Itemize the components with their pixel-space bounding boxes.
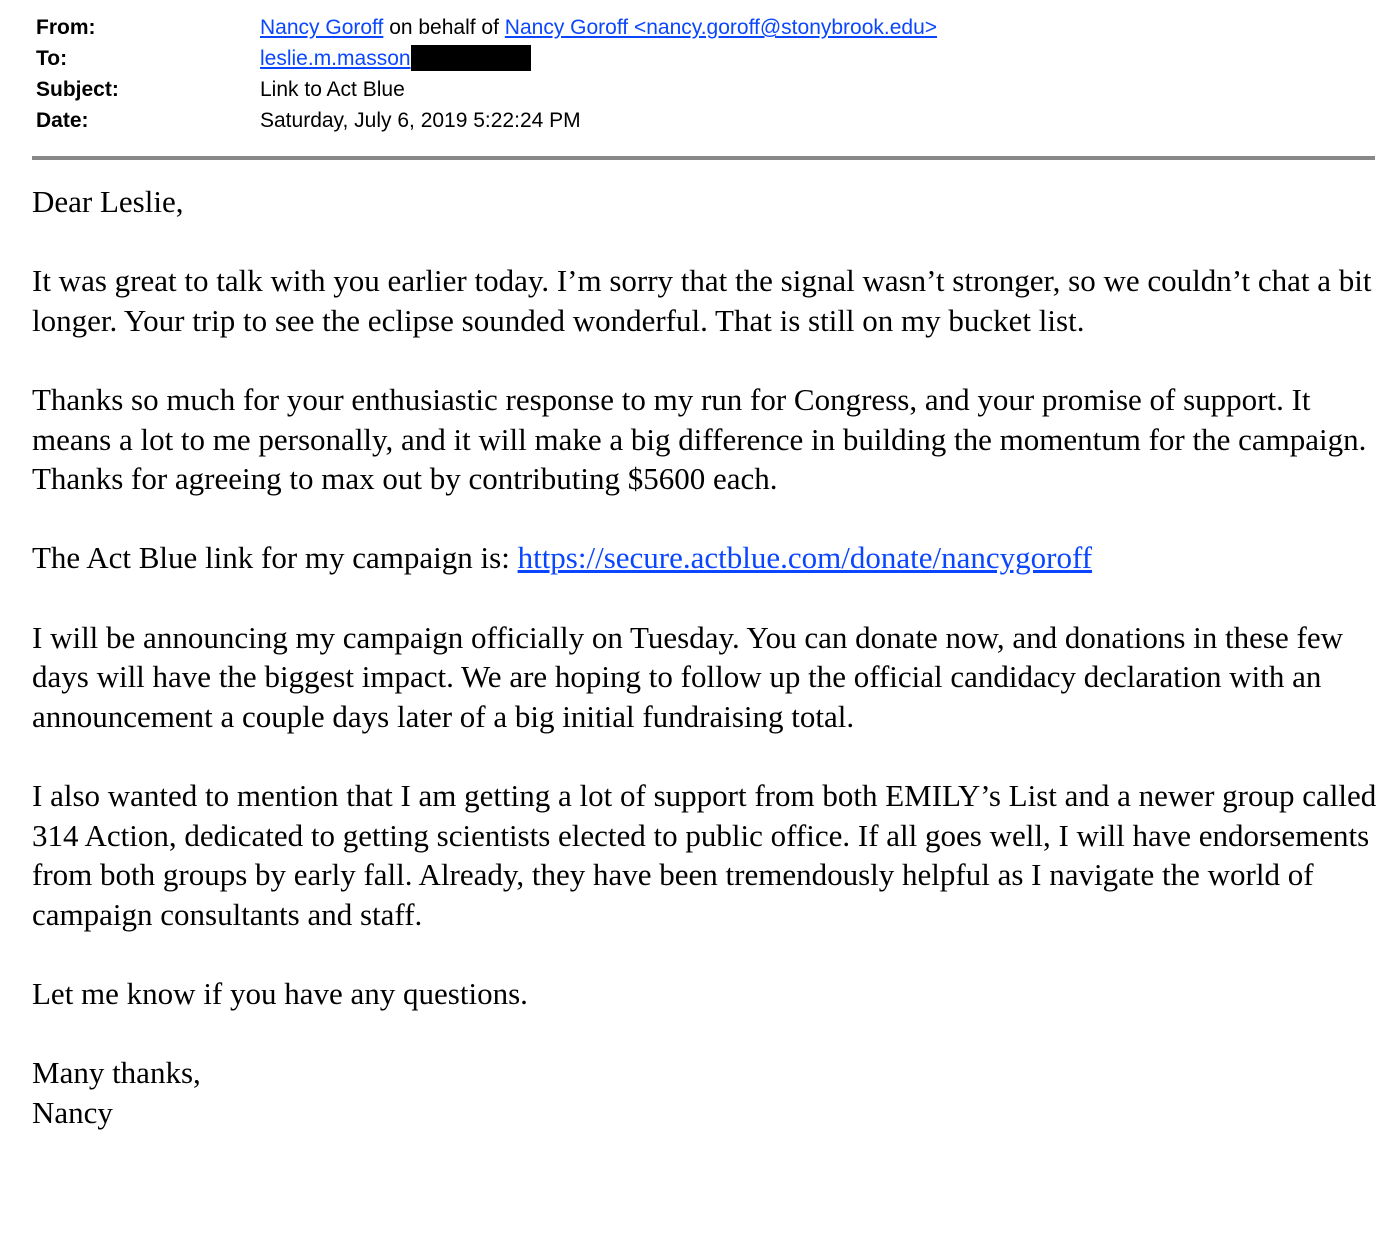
paragraph-endorsements: I also wanted to mention that I am getting a lot of support from both EMILY’s List and a newer group called 314 Action, dedicated to getting scientists elected to public office. If all goes well, I will have endorsements from both groups by early fall. Already, they have been tremendously helpful as I navigate the world of campaign consultants and staff. bbox=[32, 777, 1377, 932]
paragraph-signal: It was great to talk with you earlier today. I’m sorry that the signal wasn’t stronger, so we couldn’t chat a bit longer. Your trip to see the eclipse sounded wonderful. That is still on my bucket list. bbox=[32, 263, 1372, 338]
link-intro: The Act Blue link for my campaign is: bbox=[32, 540, 518, 576]
to-row bbox=[36, 43, 1376, 74]
actblue-donate-link[interactable]: https://secure.actblue.com/donate/nancygoroff bbox=[517, 540, 1093, 576]
signature: Nancy bbox=[32, 1094, 113, 1130]
paragraph-announcement: I will be announcing my campaign officially on Tuesday. You can donate now, and donations in these few days will have the biggest impact. We are hoping to follow up the official candidacy declaration with an announcement a couple days later of a big initial fundraising total. bbox=[32, 619, 1343, 734]
redaction-block bbox=[411, 45, 531, 71]
email-body bbox=[32, 182, 1377, 1132]
to-value bbox=[260, 43, 531, 74]
paragraph-link bbox=[32, 538, 1377, 578]
paragraph-support: Thanks so much for your enthusiastic response to my run for Congress, and your promise of support. It means a lot to me personally, and it will make a big difference in building the momentum for the campaign. Thanks for agreeing to max out by contributing $5600 each. bbox=[32, 381, 1367, 497]
subject-value: Link to Act Blue bbox=[260, 78, 405, 101]
header-divider bbox=[32, 156, 1375, 160]
subject-row bbox=[36, 74, 1376, 105]
from-value bbox=[260, 12, 937, 43]
recipient-email-link[interactable]: leslie.m.masson bbox=[260, 47, 411, 70]
greeting: Dear Leslie, bbox=[32, 184, 184, 219]
sender-email-link[interactable]: Nancy Goroff <nancy.goroff@stonybrook.edu> bbox=[504, 16, 938, 39]
paragraph-questions: Let me know if you have any questions. bbox=[32, 975, 528, 1011]
sender-name-link[interactable]: Nancy Goroff bbox=[260, 16, 384, 39]
from-label: From: bbox=[36, 16, 96, 39]
closing: Many thanks, bbox=[32, 1055, 201, 1091]
date-label: Date: bbox=[36, 109, 89, 132]
to-label: To: bbox=[36, 47, 68, 70]
subject-label: Subject: bbox=[36, 78, 119, 101]
date-row bbox=[36, 105, 1376, 136]
from-row bbox=[36, 12, 1376, 43]
on-behalf-text: on behalf of bbox=[389, 16, 499, 39]
date-value: Saturday, July 6, 2019 5:22:24 PM bbox=[260, 109, 581, 132]
email-header bbox=[36, 12, 1376, 136]
